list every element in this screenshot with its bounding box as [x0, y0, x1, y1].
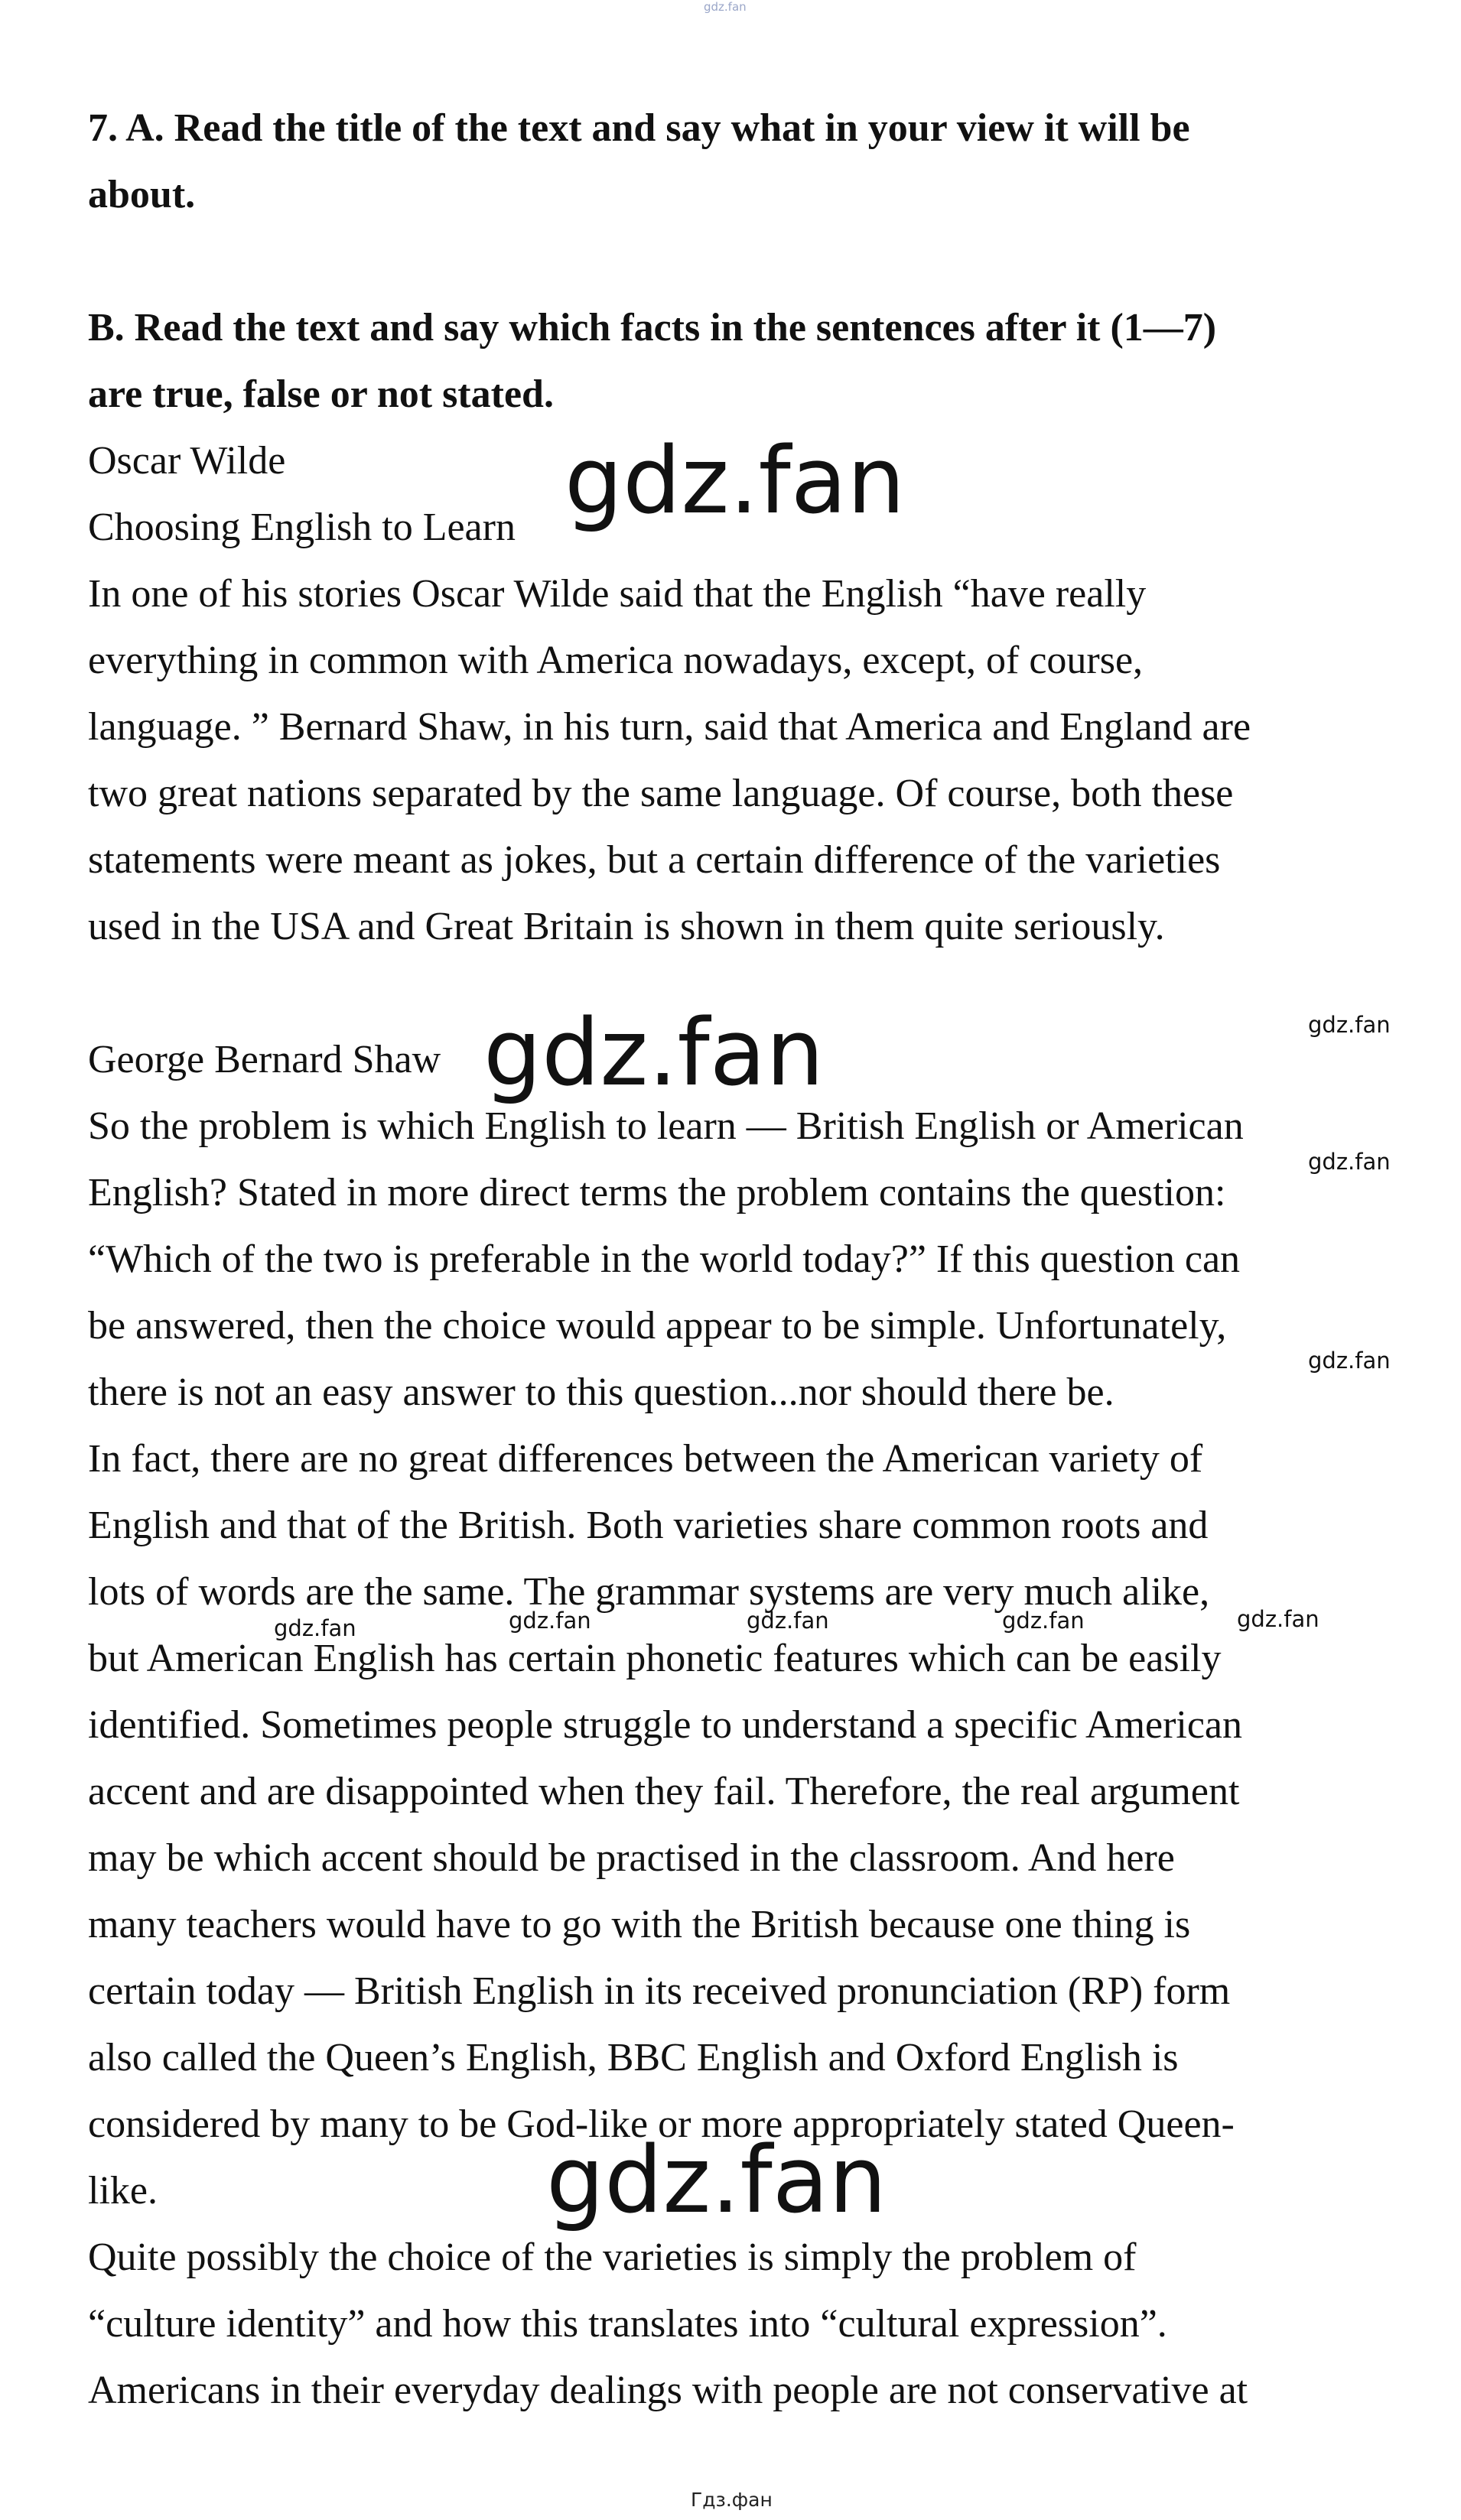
p1-line: everything in common with America nowadays, except, of course,: [88, 639, 1144, 682]
big-watermark: gdz.fan: [483, 1000, 825, 1107]
p3-line: certain today — British English in its received pronunciation (RP) form: [88, 1969, 1231, 2013]
small-watermark: gdz.fan: [509, 1608, 591, 1634]
p4-line: Americans in their everyday dealings with people are not conservative at: [88, 2369, 1248, 2412]
small-watermark: gdz.fan: [747, 1608, 829, 1634]
top-watermark: gdz.fan: [704, 0, 747, 14]
big-watermark: gdz.fan: [546, 2128, 887, 2234]
p4-line: “culture identity” and how this translates into “cultural expression”.: [88, 2302, 1167, 2346]
small-watermark: gdz.fan: [274, 1615, 356, 1641]
p2-line: “Which of the two is preferable in the world today?” If this question can: [88, 1237, 1241, 1281]
text-title: Choosing English to Learn: [88, 506, 516, 549]
p2-line: So the problem is which English to learn — British English or American: [88, 1104, 1244, 1148]
p2-line: English? Stated in more direct terms the problem contains the question:: [88, 1171, 1226, 1214]
p1-line: language. ” Bernard Shaw, in his turn, said that America and England are: [88, 705, 1251, 749]
p2-line: there is not an easy answer to this question...nor should there be.: [88, 1371, 1114, 1414]
task-a-line-2: about.: [88, 173, 196, 216]
p3-line: In fact, there are no great differences between the American variety of: [88, 1437, 1203, 1481]
big-watermark: gdz.fan: [565, 428, 906, 535]
task-b-line-1: B. Read the text and say which facts in the sentences after it (1—7): [88, 306, 1217, 350]
small-watermark: gdz.fan: [1308, 1012, 1391, 1038]
small-watermark: gdz.fan: [1308, 1348, 1391, 1374]
caption-george-bernard-shaw: George Bernard Shaw: [88, 1038, 441, 1081]
p3-line: many teachers would have to go with the British because one thing is: [88, 1903, 1191, 1946]
p3-line: also called the Queen’s English, BBC English and Oxford English is: [88, 2036, 1179, 2079]
p4-line: Quite possibly the choice of the varieties is simply the problem of: [88, 2235, 1137, 2279]
small-watermark: gdz.fan: [1237, 1606, 1319, 1632]
p3-line: lots of words are the same. The grammar systems are very much alike,: [88, 1570, 1210, 1614]
p3-line: may be which accent should be practised in the classroom. And here: [88, 1836, 1175, 1880]
p1-line: In one of his stories Oscar Wilde said that the English “have really: [88, 572, 1147, 616]
p3-line: accent and are disappointed when they fail. Therefore, the real argument: [88, 1770, 1240, 1813]
task-b-line-2: are true, false or not stated.: [88, 372, 554, 416]
p3-line: identified. Sometimes people struggle to understand a specific American: [88, 1703, 1243, 1747]
p3-line: like.: [88, 2169, 158, 2213]
caption-oscar-wilde: Oscar Wilde: [88, 439, 286, 483]
footer-watermark: Гдз.фан: [691, 2489, 773, 2511]
small-watermark: gdz.fan: [1308, 1149, 1391, 1175]
p3-line: but American English has certain phonetic features which can be easily: [88, 1637, 1222, 1680]
p1-line: two great nations separated by the same language. Of course, both these: [88, 772, 1234, 815]
p2-line: be answered, then the choice would appear to be simple. Unfortunately,: [88, 1304, 1227, 1348]
p3-line: considered by many to be God-like or more appropriately stated Queen-: [88, 2102, 1235, 2146]
task-a-line-1: 7. A. Read the title of the text and say what in your view it will be: [88, 106, 1190, 150]
p1-line: statements were meant as jokes, but a certain difference of the varieties: [88, 838, 1221, 882]
p1-line: used in the USA and Great Britain is shown in them quite seriously.: [88, 905, 1165, 948]
small-watermark: gdz.fan: [1002, 1608, 1085, 1634]
p3-line: English and that of the British. Both varieties share common roots and: [88, 1504, 1209, 1547]
